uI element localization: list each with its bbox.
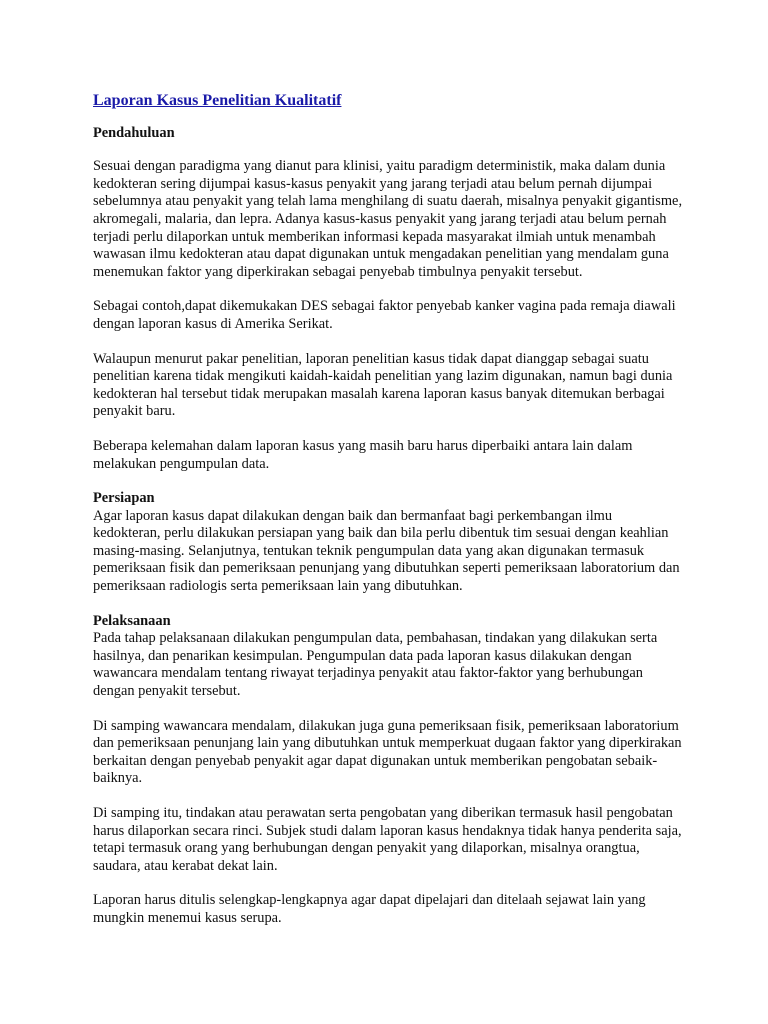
section-heading: Pelaksanaan [93,612,171,629]
paragraph: Di samping itu, tindakan atau perawatan serta pengobatan yang diberikan termasuk hasil pengobatan harus dilaporkan secara rinci. Subjek studi dalam laporan kasus hendaknya tidak hanya penderita saja, tetapi termasuk orang yang berhubungan dengan penyakit yang dilaporkan, misalnya orangtua, saudara, atau kerabat dekat lain. [93,805,682,874]
paragraph: Laporan harus ditulis selengkap-lengkapnya agar dapat dipelajari dan ditelaah sejawat lain yang mungkin menemui kasus serupa. [93,892,646,926]
section-heading: Persiapan [93,490,155,507]
paragraph: Beberapa kelemahan dalam laporan kasus yang masih baru harus diperbaiki antara lain dalam melakukan pengumpulan data. [93,437,633,472]
document-page [93,92,683,945]
section-heading: Pendahuluan [93,124,175,141]
paragraph: Walaupun menurut pakar penelitian, laporan penelitian kasus tidak dapat dianggap sebagai suatu penelitian karena tidak mengikuti kaidah-kaidah penelitian yang lazim digunakan, namun bagi dunia kedokteran hal tersebut tidak merupakan masalah karena laporan kasus banyak ditemukan berbagai penyakit baru. [93,350,673,420]
paragraph: Agar laporan kasus dapat dilakukan dengan baik dan bermanfaat bagi perkembangan ilmu kedokteran, perlu dilakukan persiapan yang baik dan bila perlu dibentuk tim sesuai dengan keahlian masing-masing. Selanjutnya, tentukan teknik pengumpulan data yang akan digunakan termasuk pemeriksaan fisik dan pemeriksaan penunjang yang dibutuhkan seperti pemeriksaan laboratorium dan pemeriksaan radiologis serta pemeriksaan lain yang dibutuhkan. [93,507,680,595]
paragraph: Sesuai dengan paradigma yang dianut para klinisi, yaitu paradigm deterministik, maka dalam dunia kedokteran sering dijumpai kasus-kasus penyakit yang jarang terjadi atau belum pernah dijumpai sebelumnya atau penyakit yang telah lama menghilang di suatu daerah, misalnya penyakit gigantisme, akromegali, malaria, dan lepra. Adanya kasus-kasus penyakit yang jarang terjadi atau belum pernah terjadi perlu dilaporkan untuk memberikan informasi kepada masyarakat ilmiah untuk menambah wawasan ilmu kedokteran atau dapat digunakan untuk mengadakan penelitian yang mendalam guna menemukan faktor yang diperkirakan sebagai penyebab timbulnya penyakit tersebut. [93,158,683,280]
document-title-link[interactable]: Laporan Kasus Penelitian Kualitatif [93,92,342,109]
paragraph: Pada tahap pelaksanaan dilakukan pengumpulan data, pembahasan, tindakan yang dilakukan serta hasilnya, dan penarikan kesimpulan. Pengumpulan data pada laporan kasus dilakukan dengan wawancara mendalam tentang riwayat terjadinya penyakit atau faktor-faktor yang berhubungan dengan penyakit tersebut. [93,630,658,700]
paragraph: Sebagai contoh,dapat dikemukakan DES sebagai faktor penyebab kanker vagina pada remaja diawali dengan laporan kasus di Amerika Serikat. [93,298,676,332]
section-persiapan [93,490,683,596]
section-pelaksanaan [93,613,683,928]
paragraph: Di samping wawancara mendalam, dilakukan juga guna pemeriksaan fisik, pemeriksaan laboratorium dan pemeriksaan penunjang lain yang dibutuhkan untuk memperkuat dugaan faktor yang diperkirakan berkaitan dengan penyebab penyakit agar dapat digunakan untuk memberikan pengobatan sebaik-baiknya. [93,717,682,787]
section-pendahuluan [93,125,683,474]
